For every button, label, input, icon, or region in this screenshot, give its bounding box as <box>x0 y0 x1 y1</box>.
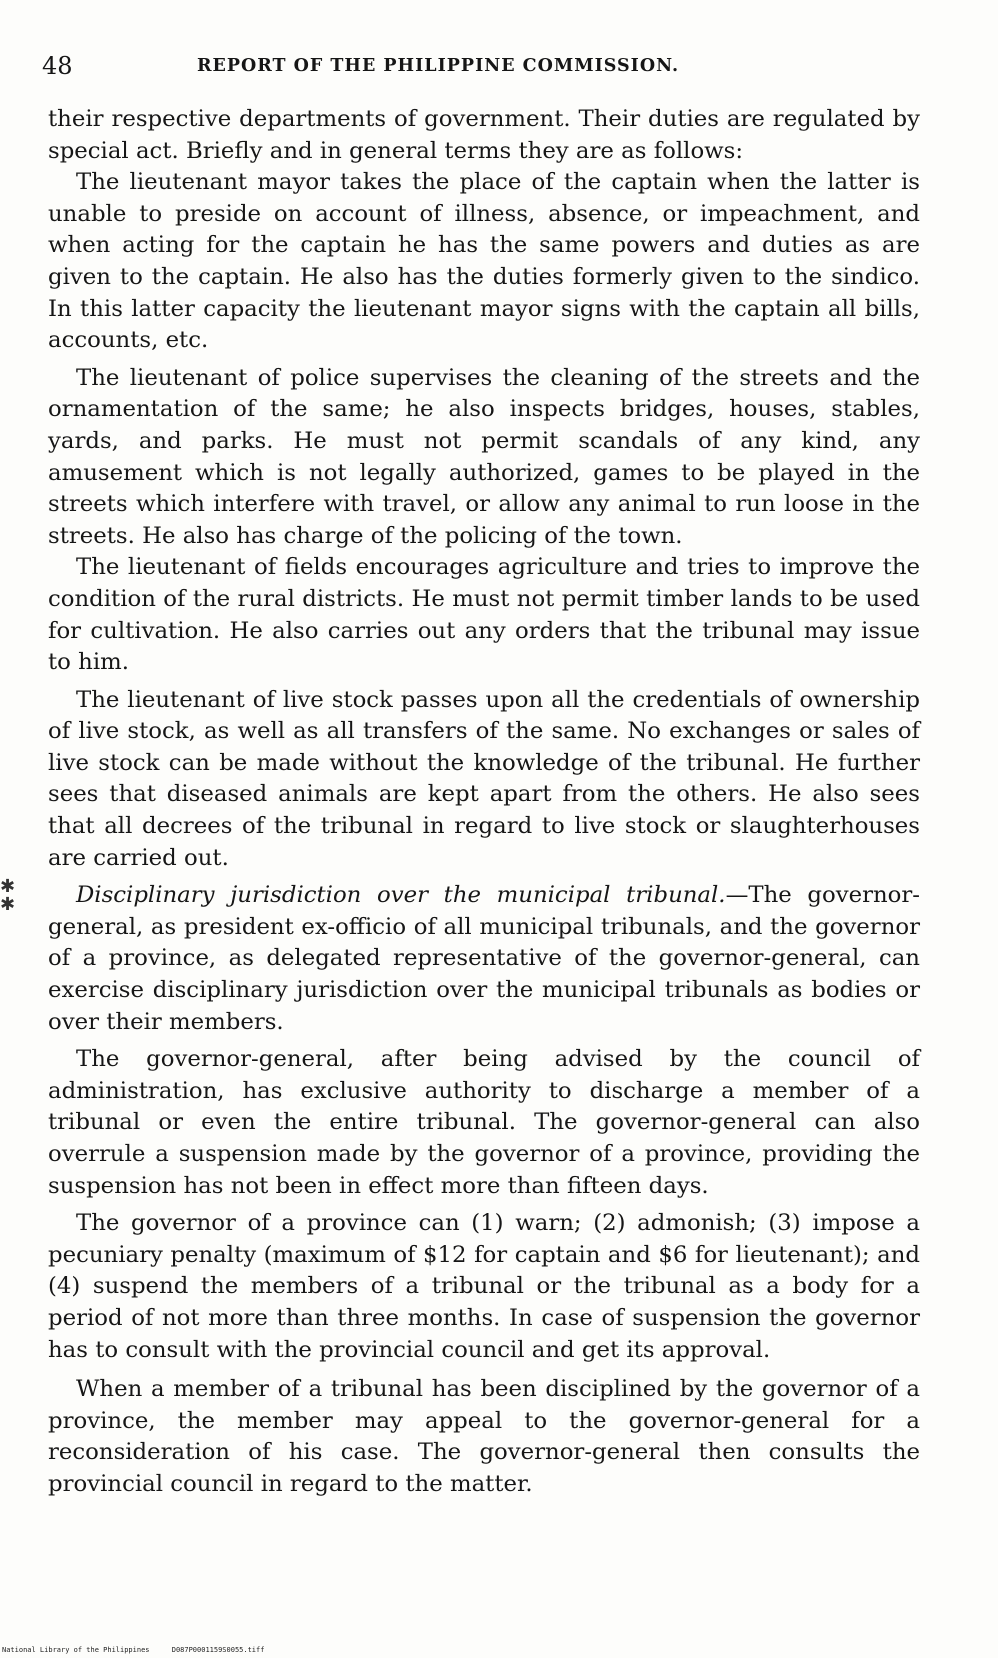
footer-file-id: D087P0001159S0055.tiff <box>171 1646 265 1654</box>
body-text <box>48 104 920 1501</box>
running-head: REPORT OF THE PHILIPPINE COMMISSION. <box>197 56 680 76</box>
paragraph-disciplinary <box>48 880 920 1038</box>
margin-ornament-icon: ✱ ✱ <box>0 876 16 915</box>
scan-footer <box>2 1646 282 1654</box>
paragraph-appeal: When a member of a tribunal has been disciplined by the governor of a province, the member may appeal to the governor-general for a reconsideration of his case. The governor-general then consults the provincial council in regard to the matter. <box>48 1376 920 1497</box>
paragraph-lieutenant-fields: The lieutenant of fields encourages agriculture and tries to improve the condition of the rural districts. He must not permit timber lands to be used for cultivation. He also carries out any orders that the tribunal may issue to him. <box>48 554 920 676</box>
paragraph-disciplinary-text: —The governor-general, as president ex-officio of all municipal tribunals, and the governor of a province, as delegated representative of the governor-general, can exercise disciplinary jurisdiction over the municipal tribunals as bodies or over their members. <box>48 882 920 1035</box>
footer-library: National Library of the Philippines <box>2 1646 150 1654</box>
page-number: 48 <box>42 52 73 80</box>
paragraph-governor-general: The governor-general, after being advised by the council of administration, has exclusive authority to discharge a member of a tribunal or even the entire tribunal. The governor-general can also overrule a suspension made by the governor of a province, providing the suspension has not been in effect more than fifteen days. <box>48 1046 920 1199</box>
paragraph-lieutenant-police: The lieutenant of police supervises the cleaning of the streets and the ornamentation of the same; he also inspects bridges, houses, stables, yards, and parks. He must not permit scandals of any kind, any amusement which is not legally authorized, games to be played in the streets which interfere with travel, or allow any animal to run loose in the streets. He also has charge of the policing of the town. <box>48 364 920 549</box>
paragraph-continuation: their respective departments of government. Their duties are regulated by special act. Briefly and in general terms they are as follows: <box>48 106 920 164</box>
page-header <box>42 50 762 90</box>
section-heading: Disciplinary jurisdiction over the municipal tribunal. <box>76 882 726 909</box>
paragraph-lieutenant-livestock: The lieutenant of live stock passes upon all the credentials of ownership of live stock, as well as all transfers of the same. No exchanges or sales of live stock can be made without the knowledge of the tribunal. He further sees that diseased animals are kept apart from the others. He also sees that all decrees of the tribunal in regard to live stock or slaughterhouses are carried out. <box>48 686 920 871</box>
paragraph-governor-province: The governor of a province can (1) warn; (2) admonish; (3) impose a pecuniary penalty (maximum of $12 for captain and $6 for lieutenant); and (4) suspend the members of a tribunal or the tribunal as a body for a period of not more than three months. In case of suspension the governor has to consult with the provincial council and get its approval. <box>48 1210 920 1363</box>
paragraph-lieutenant-mayor: The lieutenant mayor takes the place of the captain when the latter is unable to preside on account of illness, absence, or impeachment, and when acting for the captain he has the same powers and duties as are given to the captain. He also has the duties formerly given to the sindico. In this latter capacity the lieutenant mayor signs with the captain all bills, accounts, etc. <box>48 169 920 354</box>
